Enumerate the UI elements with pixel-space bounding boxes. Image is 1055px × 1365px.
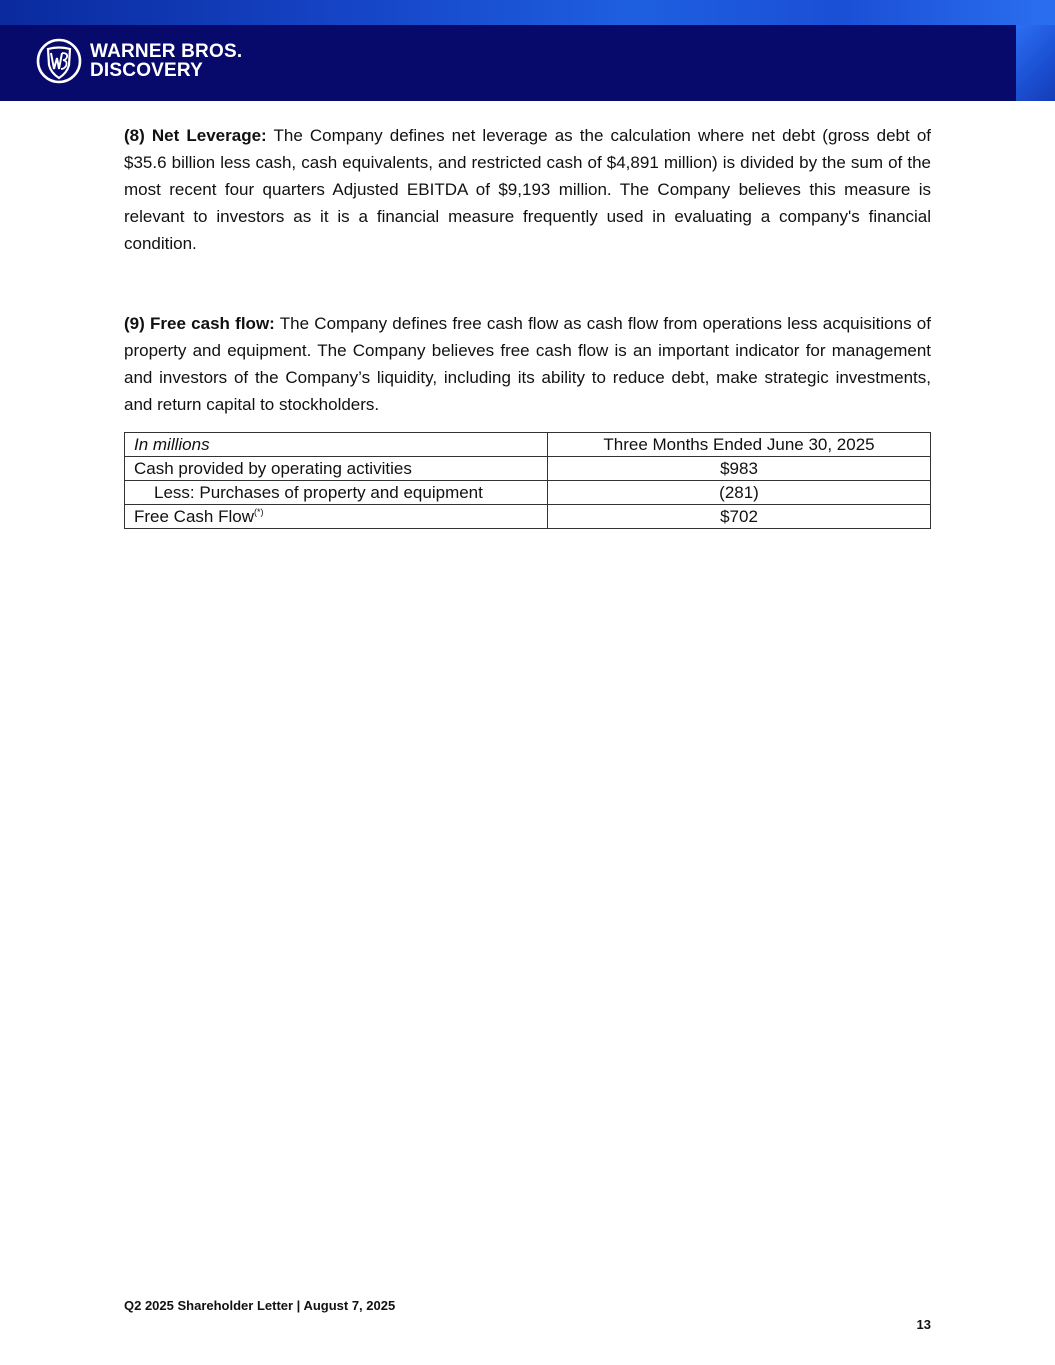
free-cash-flow-heading: (9) Free cash flow: (124, 314, 275, 333)
table-row (125, 505, 931, 529)
header-units-cell: In millions (125, 433, 548, 457)
header-accent (1016, 25, 1055, 101)
page-number: 13 (916, 1317, 931, 1332)
warner-bros-discovery-logo (36, 38, 242, 84)
row-value: (281) (548, 481, 931, 505)
net-leverage-paragraph (124, 122, 931, 257)
table-header-row (125, 433, 931, 457)
brand-line-2: DISCOVERY (90, 60, 204, 81)
wb-shield-icon (36, 38, 82, 84)
free-cash-flow-text: The Company defines free cash flow as cash flow from operations less acquisitions of property and equipment. The Company believes free cash flow is an important indicator for management and investors of the Company’s liquidity, including its ability to reduce debt, make strategic investments, and return capital to stockholders. (124, 314, 931, 414)
table-row (125, 457, 931, 481)
main-content (124, 122, 931, 529)
net-leverage-text: The Company defines net leverage as the calculation where net debt (gross debt of $35.6 billion less cash, cash equivalents, and restricted cash of $4,891 million) is divided by the sum of the most recent four quarters Adjusted EBITDA of $9,193 million. The Company believes this measure is relevant to investors as it is a financial measure frequently used in evaluating a company's financial condition. (124, 126, 931, 253)
footnote-marker: (*) (253, 506, 264, 517)
header-period-cell: Three Months Ended June 30, 2025 (548, 433, 931, 457)
row-label-cell (125, 505, 548, 529)
brand-line-1: WARNER BROS. (90, 41, 243, 62)
row-value: $983 (548, 457, 931, 481)
net-leverage-heading: (8) Net Leverage: (124, 126, 267, 145)
row-label: Cash provided by operating activities (125, 457, 548, 481)
row-label: Free Cash Flow (134, 506, 254, 526)
row-label: Less: Purchases of property and equipment (125, 481, 548, 505)
free-cash-flow-paragraph (124, 310, 931, 418)
row-value: $702 (548, 505, 931, 529)
table-row (125, 481, 931, 505)
footer-label: Q2 2025 Shareholder Letter | August 7, 2025 (124, 1298, 396, 1313)
free-cash-flow-table (124, 432, 931, 529)
